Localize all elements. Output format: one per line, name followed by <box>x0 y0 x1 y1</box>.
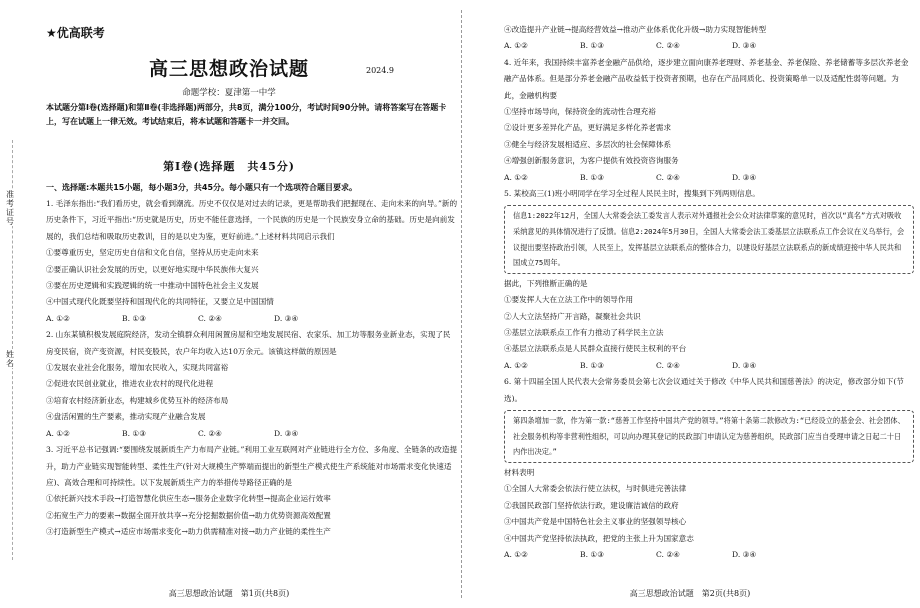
option-b: B. ①③ <box>122 313 147 323</box>
answer-options <box>504 170 914 186</box>
option-d: D. ③④ <box>732 41 757 51</box>
exam-title: 高三思想政治试题 <box>148 58 309 80</box>
school-line: 命题学校：夏津第一中学 <box>182 88 276 98</box>
amendment-box: 第四条增加一款，作为第一款:“慈善工作坚持中国共产党的领导。”将第十条第二款修改为:“已经设立的基金会、社会团体、社会服务机构等非营利性组织，可以向办理其登记的民政部门申请认定为慈善组织，民政部门应当自受理申请之日起二十日内作出决定。” <box>504 410 914 463</box>
part-one-title: 第Ⅰ卷(选择题 共45分) <box>163 160 295 173</box>
exam-instructions: 本试题分第Ⅰ卷(选择题)和第Ⅱ卷(非选择题)两部分，共8页，满分100分，考试时间90分钟。请将答案写在答题卡上，写在试题上一律无效。考试结束后，将本试题和答题卡一并交回。 <box>46 103 447 126</box>
statement: ①坚持市场导向，保持资金的流动性合理充裕 <box>504 107 656 117</box>
statement: ③要在历史逻辑和实践逻辑的统一中推动中国特色社会主义发展 <box>46 281 259 291</box>
option-d: D. ③④ <box>274 428 299 438</box>
statement: ①要尊重历史，坚定历史自信和文化自信，坚持从历史走向未来 <box>46 248 259 258</box>
option-c: C. ②④ <box>198 428 222 438</box>
option-a: A. ①② <box>46 428 70 438</box>
question-stem: 1. 毛泽东指出:“我们看历史，就会看到潮流。历史不仅仅是对过去的记录，更是帮助我们把握现在、走向未来的向导。”新的历史条件下，习近平指出:“历史就是历史，历史不能任意选择，一个民族的历史是一个民族安身立命的基础。历史是向前发展的，我们总结和吸取历史教训，目的是以史为鉴，更好前进。”上述材料共同启示我们 <box>46 199 458 241</box>
statement: ②拓宽生产力的要素→数据全面开放共享→充分挖掘数据价值→助力优势资源高效配置 <box>46 510 331 520</box>
statement: ④中国共产党坚持依法执政，把党的主张上升为国家意志 <box>504 533 694 543</box>
statement: ③健全与经济发展相适应、多层次的社会保障体系 <box>504 139 672 149</box>
question-5 <box>504 186 914 374</box>
statement: ③打造新型生产模式→适应市场需求变化→助力供需精准对接→助力产业链的柔性生产 <box>46 527 331 537</box>
option-c: C. ②④ <box>656 360 680 370</box>
answer-options <box>504 38 914 54</box>
right-questions <box>504 22 914 563</box>
info-box: 信息1:2022年12月，全国人大常委会法工委发言人表示对外通报社会公众对法律草案的意见时，首次以“真名”方式对吸收采纳意见的具体情况进行了反馈。信息2:2024年5月30日，全国人大常委会法工委基层立法联系点工作会议在义乌举行，会议提出要坚持政治引领，人民至上，发挥基层立法联系点的整体合力，以建设好基层立法联系点的新成绩迎接中华人民共和国成立75周年。 <box>504 205 914 273</box>
footer-left: 高三思想政治试题 第1页(共8页) <box>168 589 290 598</box>
name-label: 姓名 <box>6 350 14 368</box>
question-2 <box>46 327 458 442</box>
option-c: C. ②④ <box>656 41 680 51</box>
option-b: B. ①③ <box>580 172 605 182</box>
question-3 <box>46 442 458 540</box>
statement: ③中国共产党是中国特色社会主义事业的坚强领导核心 <box>504 517 687 527</box>
statement: ②人大立法坚持广开言路，凝聚社会共识 <box>504 311 641 321</box>
option-d: D. ③④ <box>732 172 757 182</box>
option-b: B. ①③ <box>122 428 147 438</box>
exam-number-label: 准考证号 <box>6 190 14 226</box>
statement: ①要发挥人大在立法工作中的领导作用 <box>504 295 634 305</box>
option-b: B. ①③ <box>580 360 605 370</box>
option-c: C. ②④ <box>656 172 680 182</box>
option-d: D. ③④ <box>274 313 299 323</box>
option-c: C. ②④ <box>198 313 222 323</box>
footer-right: 高三思想政治试题 第2页(共8页) <box>629 589 751 598</box>
page-left <box>0 0 458 608</box>
option-a: A. ①② <box>46 313 70 323</box>
question-prompt: 据此，下列推断正确的是 <box>504 278 588 288</box>
question-1 <box>46 196 458 327</box>
question-3-continued <box>504 22 914 55</box>
statement: ④改造提升产业链→提高经营效益→推动产业体系优化升级→助力实现智能转型 <box>504 25 767 34</box>
section-heading: 一、选择题:本题共15小题，每小题3分，共45分。每小题只有一个选项符合题目要求。 <box>46 183 358 192</box>
option-a: A. ①② <box>504 41 528 51</box>
option-d: D. ③④ <box>732 360 757 370</box>
question-stem: 2. 山东某镇积极发展庭院经济，发动全镇群众利用闲置房屋和空地发展民宿、农家乐、加工坊等服务业新业态，实现了民房变民宿，资产变资源，村民变股民，农户年均收入达10万余元。该镇这样做的原因是 <box>46 330 451 356</box>
statement: ②促进农民创业就业，推进农业农村的现代化进程 <box>46 379 214 389</box>
statement: ④增强创新服务意识，为客户提供有效投资咨询服务 <box>504 156 679 166</box>
statement: ②要正确认识社会发展的历史，以更好地实现中华民族伟大复兴 <box>46 264 259 274</box>
question-stem: 4. 近年来，我国持续丰富养老金融产品供给，逐步建立面向康养老理财、养老基金、养老保险、养老储蓄等多层次养老金融产品体系。但是部分养老金融产品收益低于投资者预期，也存在产品同质化、投资策略单一以及适配性弱等问题。为此，金融机构要 <box>504 57 909 100</box>
page-right <box>466 0 914 608</box>
option-a: A. ①② <box>504 549 528 559</box>
question-prompt: 材料表明 <box>504 467 535 477</box>
option-a: A. ①② <box>504 172 528 182</box>
question-6 <box>504 374 914 563</box>
statement: ④中国式现代化既要坚持和国现代化的共同特征，又要立足中国国情 <box>46 297 274 307</box>
question-4 <box>504 55 914 186</box>
option-b: B. ①③ <box>580 41 605 51</box>
option-a: A. ①② <box>504 360 528 370</box>
statement: ④基层立法联系点是人民群众直接行使民主权利的平台 <box>504 344 687 354</box>
answer-options <box>504 358 914 374</box>
statement: ②设计更多差异化产品，更好满足多样化养老需求 <box>504 123 672 133</box>
question-stem: 6. 第十四届全国人民代表大会常务委员会第七次会议通过关于修改《中华人民共和国慈善法》的决定，修改部分如下(节选)。 <box>504 377 904 403</box>
option-c: C. ②④ <box>656 549 680 559</box>
page-divider <box>461 10 462 598</box>
left-questions <box>46 196 458 541</box>
answer-options <box>46 311 458 327</box>
exam-badge: ★优高联考 <box>46 26 105 40</box>
option-d: D. ③④ <box>732 549 757 559</box>
statement: ②我国民政部门坚持依法行政，建设廉洁诚信的政府 <box>504 500 679 510</box>
exam-date: 2024.9 <box>366 66 394 75</box>
statement: ①全国人大常委会依法行使立法权，与时俱进完善法律 <box>504 484 687 494</box>
question-stem: 5. 某校高三(1)班小明同学在学习全过程人民民主时，搜集到下列两则信息。 <box>504 189 760 199</box>
statement: ①发展农业社会化服务，增加农民收入，实现共同富裕 <box>46 363 229 373</box>
statement: ④盘活闲置的生产要素，推动实现产业融合发展 <box>46 412 206 422</box>
option-b: B. ①③ <box>580 549 605 559</box>
statement: ③培育农村经济新业态，构建城乡优势互补的经济布局 <box>46 395 229 405</box>
statement: ③基层立法联系点工作有力推动了科学民主立法 <box>504 328 664 338</box>
statement: ①依托新兴技术手段→打造智慧化供应生态→服务企业数字化转型→提高企业运行效率 <box>46 494 331 504</box>
answer-options <box>504 547 914 563</box>
question-stem: 3. 习近平总书记强调:“要围绕发展新质生产力布局产业链。”利用工业互联网对产业链进行全方位、多角度、全链条的改造提升，助力产业链实现智能转型、柔性生产(针对大规模生产弊端而提出的新型生产模式使生产系统能对市场需求变化快速适应)、高效合理和可持续性。以下发展新质生产力的举措传导路径正确的是 <box>46 445 458 487</box>
answer-options <box>46 426 458 442</box>
